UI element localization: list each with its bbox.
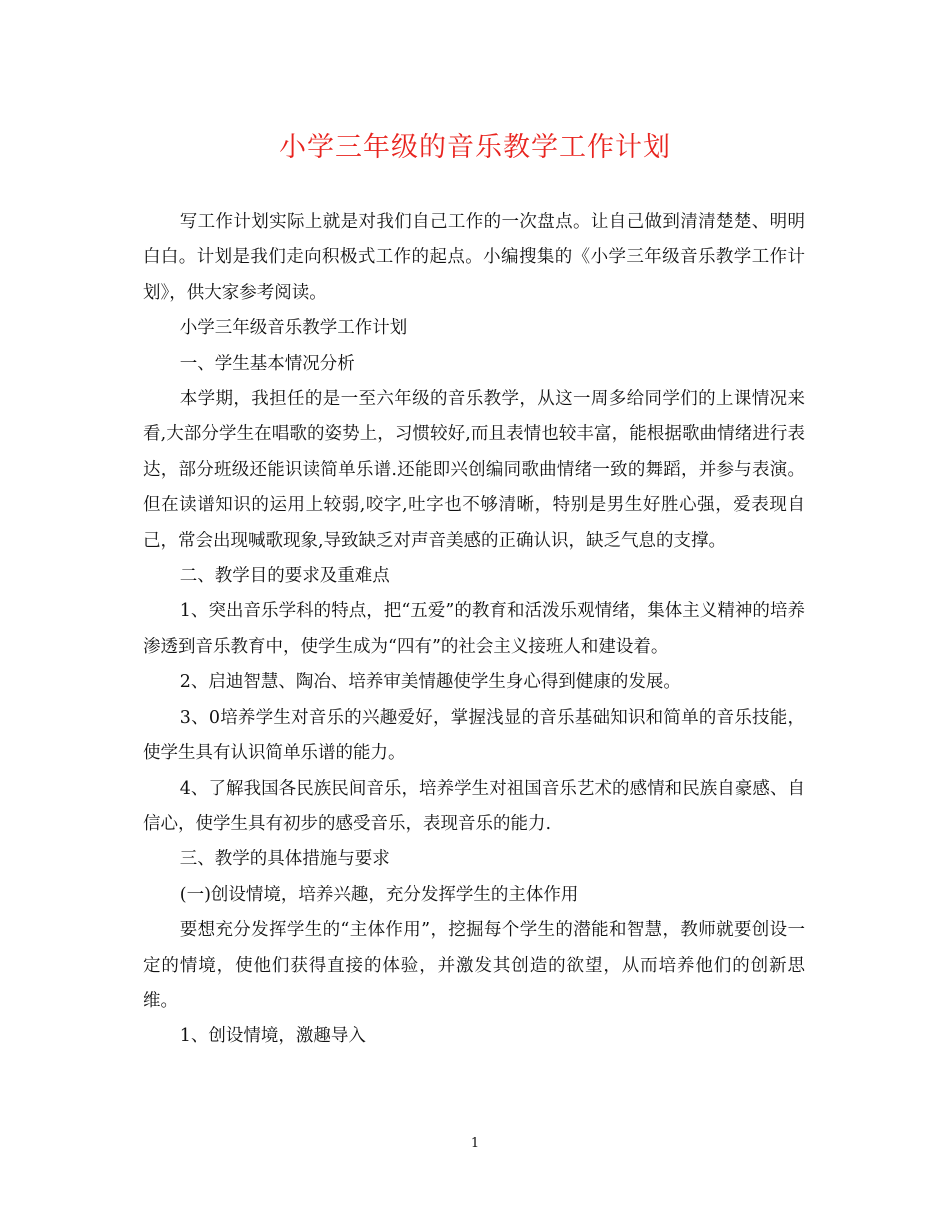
subheading-intro-method: 1、创设情境，激趣导入	[179, 1026, 366, 1047]
paragraph-create-context: 要想充分发挥学生的“主体作用”，挖掘每个学生的潜能和智慧，教师就要创设一定的情境，使他们获得直接的体验，并激发其创造的欲望，从而培养他们的创新思维。	[143, 920, 805, 1011]
paragraph-goal-4: 4、了解我国各民族民间音乐，培养学生对祖国音乐艺术的感情和民族自豪感、自信心，使学生具有初步的感受音乐，表现音乐的能力.	[143, 778, 805, 834]
document-body	[143, 205, 805, 1055]
paragraph-intro: 写工作计划实际上就是对我们自己工作的一次盘点。让自己做到清清楚楚、明明白白。计划是我们走向积极式工作的起点。小编搜集的《小学三年级音乐教学工作计划》，供大家参考阅读。	[143, 212, 805, 303]
subheading-create-context: (一)创设情境，培养兴趣，充分发挥学生的主体作用	[179, 884, 579, 905]
paragraph-student-analysis: 本学期，我担任的是一至六年级的音乐教学，从这一周多给同学们的上课情况来看,大部分学生在唱歌的姿势上，习惯较好,而且表情也较丰富，能根据歌曲情绪进行表达，部分班级还能识读简单乐谱.还能即兴创编同歌曲情绪一致的舞蹈，并参与表演。但在读谱知识的运用上较弱,咬字,吐字也不够清晰，特别是男生好胜心强，爱表现自己，常会出现喊歌现象,导致缺乏对声音美感的正确认识，缺乏气息的支撑。	[143, 389, 805, 551]
heading-student-analysis: 一、学生基本情况分析	[179, 353, 355, 374]
paragraph-goal-2: 2、启迪智慧、陶冶、培养审美情趣使学生身心得到健康的发展。	[179, 672, 681, 693]
heading-teaching-goals: 二、教学目的要求及重难点	[179, 566, 390, 587]
page-number: 1	[470, 1136, 480, 1151]
document-title: 小学三年级的音乐教学工作计划	[279, 132, 671, 163]
paragraph-goal-1: 1、突出音乐学科的特点，把“五爱”的教育和活泼乐观情绪，集体主义精神的培养渗透到音乐教育中，使学生成为“四有”的社会主义接班人和建设着。	[143, 601, 805, 657]
paragraph-plan-title: 小学三年级音乐教学工作计划	[179, 318, 408, 339]
heading-teaching-measures: 三、教学的具体措施与要求	[179, 849, 390, 870]
paragraph-goal-3: 3、0培养学生对音乐的兴趣爱好，掌握浅显的音乐基础知识和简单的音乐技能，使学生具有认识简单乐谱的能力。	[143, 707, 805, 764]
